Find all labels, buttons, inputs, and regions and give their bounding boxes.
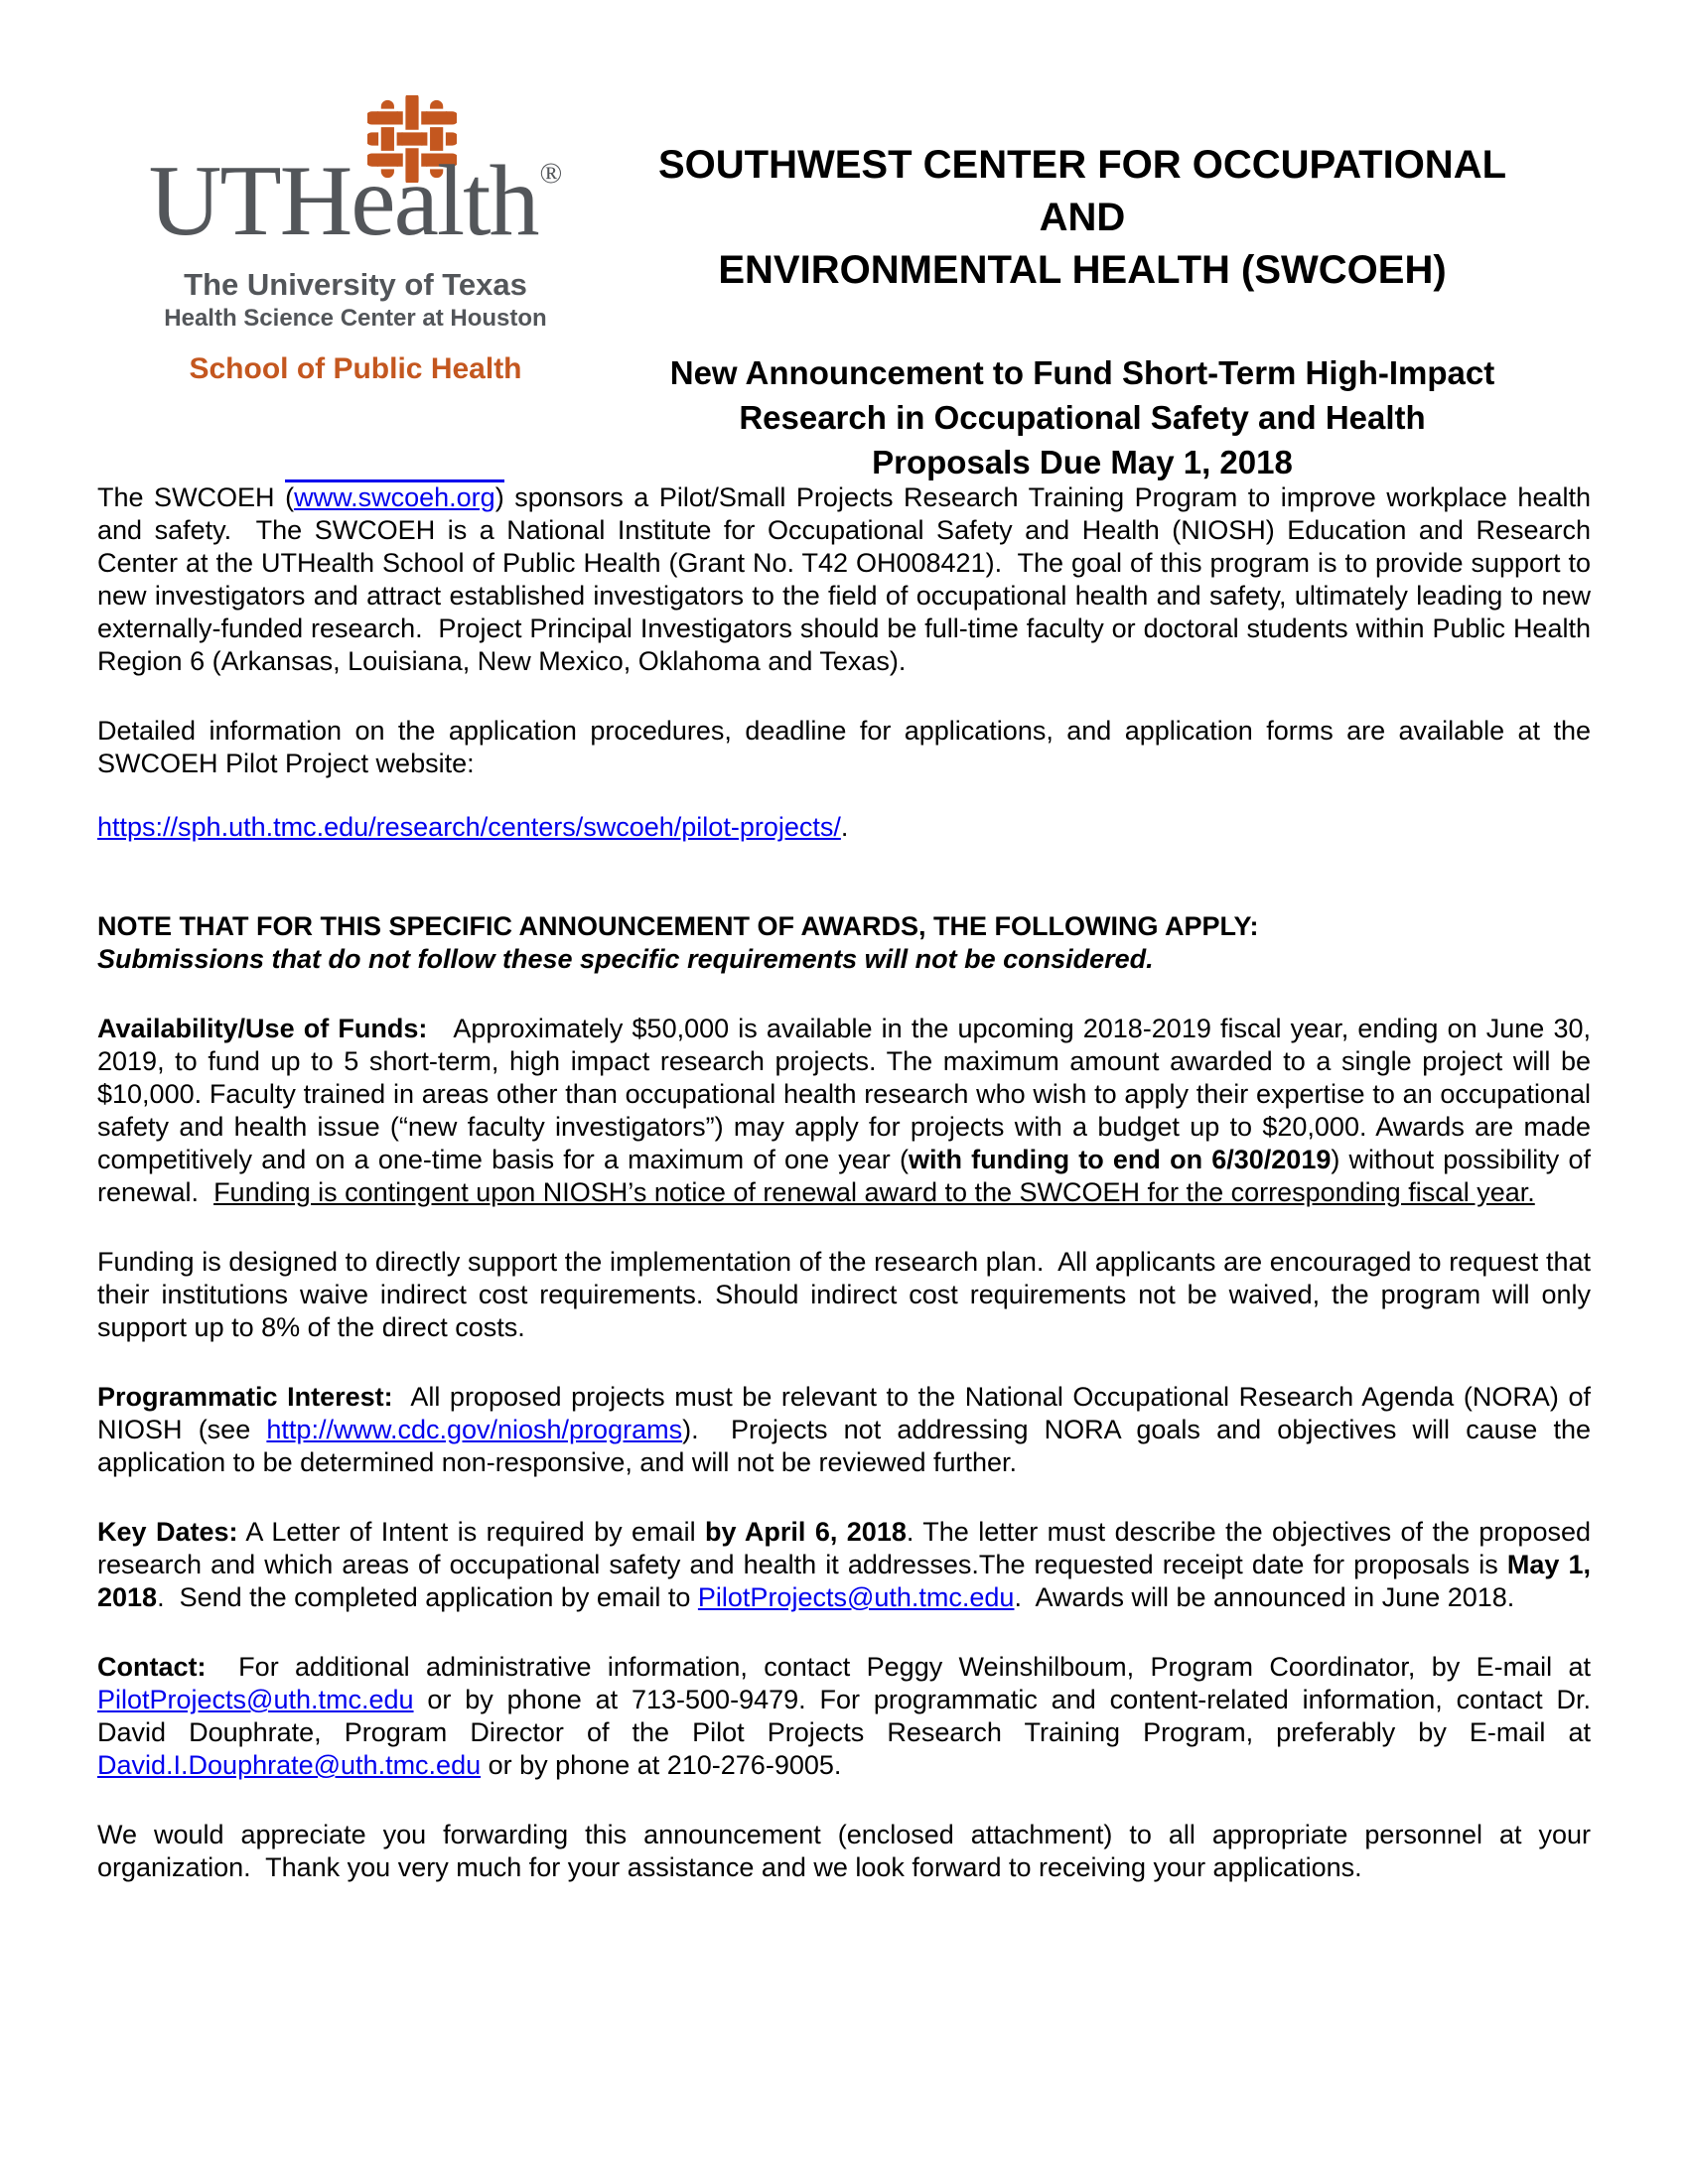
text-run: The SWCOEH <box>97 482 286 512</box>
title-line-2: ENVIRONMENTAL HEALTH (SWCOEH) <box>718 248 1447 292</box>
logo-health-science-line: Health Science Center at Houston <box>164 305 547 332</box>
registered-trademark: ® <box>539 157 563 190</box>
paragraph-programmatic-interest <box>97 1381 1591 1479</box>
text-run: NOTE THAT FOR THIS SPECIFIC ANNOUNCEMENT OF AWARDS, THE FOLLOWING APPLY: <box>97 911 1259 941</box>
paragraph-intro <box>97 481 1591 678</box>
subtitle-line-3: Proposals Due May 1, 2018 <box>872 444 1293 480</box>
text-run: All proposed projects must be relevant to the National Occupational Research Agenda (NORA) of NIOSH (see <box>97 1382 1591 1444</box>
paragraph-detailed-info <box>97 715 1591 780</box>
text-run: Availability/Use of Funds: <box>97 1014 428 1043</box>
text-run: Key Dates: <box>97 1517 238 1547</box>
text-run: with funding to end on 6/30/2019 <box>908 1145 1332 1174</box>
text-run: by April 6, 2018 <box>705 1517 907 1547</box>
text-run: ) without possibility of renewal. <box>97 1145 1592 1207</box>
text-run: ) <box>495 479 504 512</box>
text-run: . Send the completed application by email to <box>157 1582 698 1612</box>
brand-text: UTHealth <box>148 145 538 257</box>
paragraph-availability-of-funds <box>97 1013 1591 1209</box>
text-run: A Letter of Intent is required by email <box>237 1517 705 1547</box>
paragraph-contact <box>97 1651 1591 1782</box>
text-run: . Awards will be announced in June 2018. <box>1014 1582 1515 1612</box>
text-run: ). Projects not addressing NORA goals and objectives will cause the application to be determined non-responsive, and will not be reviewed further. <box>97 1415 1591 1477</box>
logo-university-line: The University of Texas <box>184 267 527 302</box>
text-run: Programmatic Interest: <box>97 1382 393 1412</box>
text-run: Contact: <box>97 1652 207 1682</box>
pilotprojects-email-link[interactable]: PilotProjects@uth.tmc.edu <box>697 1582 1015 1612</box>
swcoeh-org-link[interactable]: www.swcoeh.org <box>294 479 495 512</box>
text-run: Detailed information on the application procedures, deadline for applications, and application forms are available at the SWCOEH Pilot Project website: <box>97 716 1591 778</box>
text-run: For additional administrative information, contact Peggy Weinshilboum, Program Coordinator, by E-mail at <box>206 1652 1591 1682</box>
douphrate-email-link[interactable]: David.I.Douphrate@uth.tmc.edu <box>97 1750 482 1780</box>
uthealth-wordmark <box>97 145 614 257</box>
announcement-subtitle <box>616 350 1549 484</box>
text-run: . <box>840 812 849 842</box>
subtitle-line-1: New Announcement to Fund Short-Term High-Impact <box>669 354 1495 391</box>
paragraph-closing <box>97 1819 1591 1884</box>
center-title <box>616 139 1549 297</box>
text-run: We would appreciate you forwarding this announcement (enclosed attachment) to all appropriate personnel at your organization. Thank you very much for your assistance and we look forward to receiving your applications. <box>97 1820 1591 1882</box>
text-run: ( <box>285 479 294 512</box>
paragraph-note-heading <box>97 910 1591 943</box>
text-run: or by phone at 713-500-9479. For programmatic and content-related information, contact Dr. David Douphrate, Program Director of the Pilot Projects Research Training Program, preferably by E-mail at <box>97 1685 1591 1747</box>
text-run: May 1, 2018 <box>97 1550 1591 1612</box>
text-run: . The letter must describe the objectives of the proposed research and which areas of occupational safety and health it addresses.The requested receipt date for proposals is <box>97 1517 1591 1579</box>
announcement-header <box>616 0 1549 484</box>
text-run: Funding is designed to directly support the implementation of the research plan. All applicants are encouraged to request that their institutions waive indirect cost requirements. Should indirect cost requirements not be waived, the program will only support up to 8% of the direct costs. <box>97 1247 1591 1342</box>
text-run: Funding is contingent upon NIOSH’s notice of renewal award to the SWCOEH for the corresponding fiscal year. <box>213 1177 1535 1207</box>
uthealth-logo <box>97 95 614 386</box>
text-run: Submissions that do not follow these specific requirements will not be considered. <box>97 944 1154 974</box>
pilot-projects-link[interactable]: https://sph.uth.tmc.edu/research/centers/swcoeh/pilot-projects/ <box>97 812 841 842</box>
paragraph-pilot-website <box>97 811 1591 844</box>
paragraph-funding-design <box>97 1246 1591 1344</box>
niosh-programs-link[interactable]: http://www.cdc.gov/niosh/programs <box>266 1415 683 1444</box>
paragraph-note-subheading <box>97 943 1591 976</box>
text-run: sponsors a Pilot/Small Projects Research Training Program to improve workplace health and safety. The SWCOEH is a National Institute for Occupational Safety and Health (NIOSH) Education and Research Center at the UTHealth School of Public Health (Grant No. T42 OH008421). The goal of this program is to provide support to new investigators and attract established investigators to the field of occupational health and safety, ultimately leading to new externally-funded research. Project Principal Investigators should be full-time faculty or doctoral students within Public Health Region 6 (Arkansas, Louisiana, New Mexico, Oklahoma and Texas). <box>97 482 1591 676</box>
text-run: or by phone at 210-276-9005. <box>481 1750 842 1780</box>
text-run: Approximately $50,000 is available in the upcoming 2018-2019 fiscal year, ending on June 30, 2019, to fund up to 5 short-term, high impact research projects. The maximum amount awarded to a single project will be $10,000. Faculty trained in areas other than occupational health research who wish to apply their expertise to an occupational safety and health issue (“new faculty investigators”) may apply for projects with a budget up to $20,000. Awards are made competitively and on a one-time basis for a maximum of one year ( <box>97 1014 1591 1174</box>
pilotprojects-email-link-2[interactable]: PilotProjects@uth.tmc.edu <box>97 1685 414 1714</box>
subtitle-line-2: Research in Occupational Safety and Health <box>739 399 1426 436</box>
letter-body <box>97 481 1591 1884</box>
paragraph-key-dates <box>97 1516 1591 1614</box>
logo-school-line: School of Public Health <box>189 352 522 385</box>
title-line-1: SOUTHWEST CENTER FOR OCCUPATIONAL AND <box>657 143 1507 239</box>
